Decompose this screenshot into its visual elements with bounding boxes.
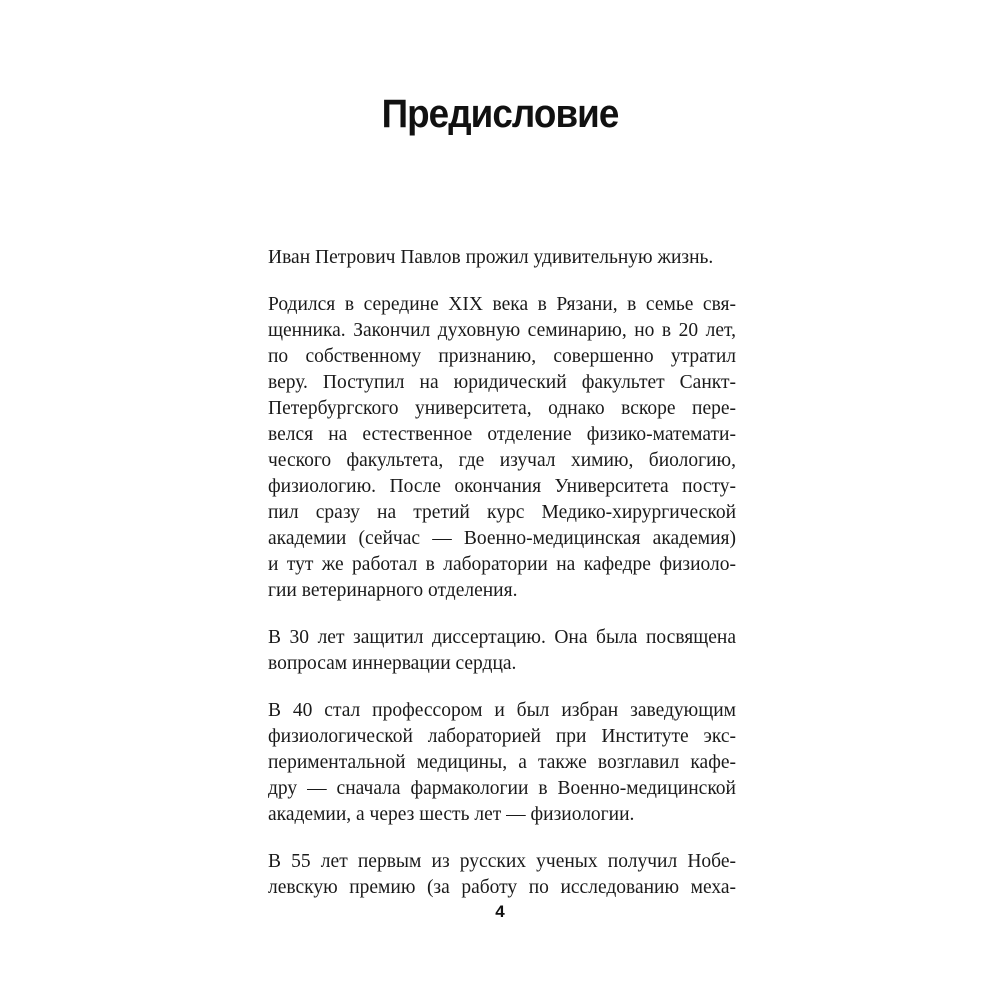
paragraph-4: [268, 698, 736, 828]
text-line: гии ветеринарного отделения.: [268, 580, 518, 601]
text-line: дру — сначала фармакологии в Военно-медицинской: [268, 778, 736, 799]
text-line: веру. Поступил на юридический факультет Санкт-: [268, 372, 736, 393]
text-line: академии, а через шесть лет — физиологии.: [268, 804, 635, 825]
text-line: левскую премию (за работу по исследованию меха-: [268, 877, 736, 898]
text-line: ческого факультета, где изучал химию, биологию,: [268, 450, 736, 471]
paragraph-2: [268, 292, 736, 604]
text-line: Петербургского университета, однако вскоре пере-: [268, 398, 736, 419]
text-line: физиологию. После окончания Университета посту-: [268, 476, 736, 497]
text-line: щенника. Закончил духовную семинарию, но в 20 лет,: [268, 320, 736, 341]
paragraph-3: [268, 625, 736, 677]
text-line: пил сразу на третий курс Медико-хирургической: [268, 502, 736, 523]
text-line: В 30 лет защитил диссертацию. Она была посвящена: [268, 627, 736, 648]
paragraph-5: [268, 849, 736, 901]
text-line: велся на естественное отделение физико-математи-: [268, 424, 736, 445]
text-line: Иван Петрович Павлов прожил удивительную жизнь.: [268, 247, 714, 268]
text-line: периментальной медицины, а также возглавил кафе-: [268, 752, 736, 773]
text-line: и тут же работал в лаборатории на кафедре физиоло-: [268, 554, 736, 575]
chapter-title: Предисловие: [381, 92, 619, 136]
text-line: по собственному признанию, совершенно утратил: [268, 346, 736, 367]
page-number: 4: [495, 902, 505, 921]
text-line: академии (сейчас — Военно-медицинская академия): [268, 528, 736, 549]
body-text: [268, 245, 736, 922]
text-line: физиологической лабораторией при Институте экс-: [268, 726, 736, 747]
text-line: В 40 стал профессором и был избран заведующим: [268, 700, 736, 721]
text-line: вопросам иннервации сердца.: [268, 653, 517, 674]
text-line: В 55 лет первым из русских ученых получил Нобе-: [268, 851, 736, 872]
paragraph-1: [268, 245, 736, 271]
text-line: Родился в середине XIX века в Рязани, в семье свя-: [268, 294, 736, 315]
